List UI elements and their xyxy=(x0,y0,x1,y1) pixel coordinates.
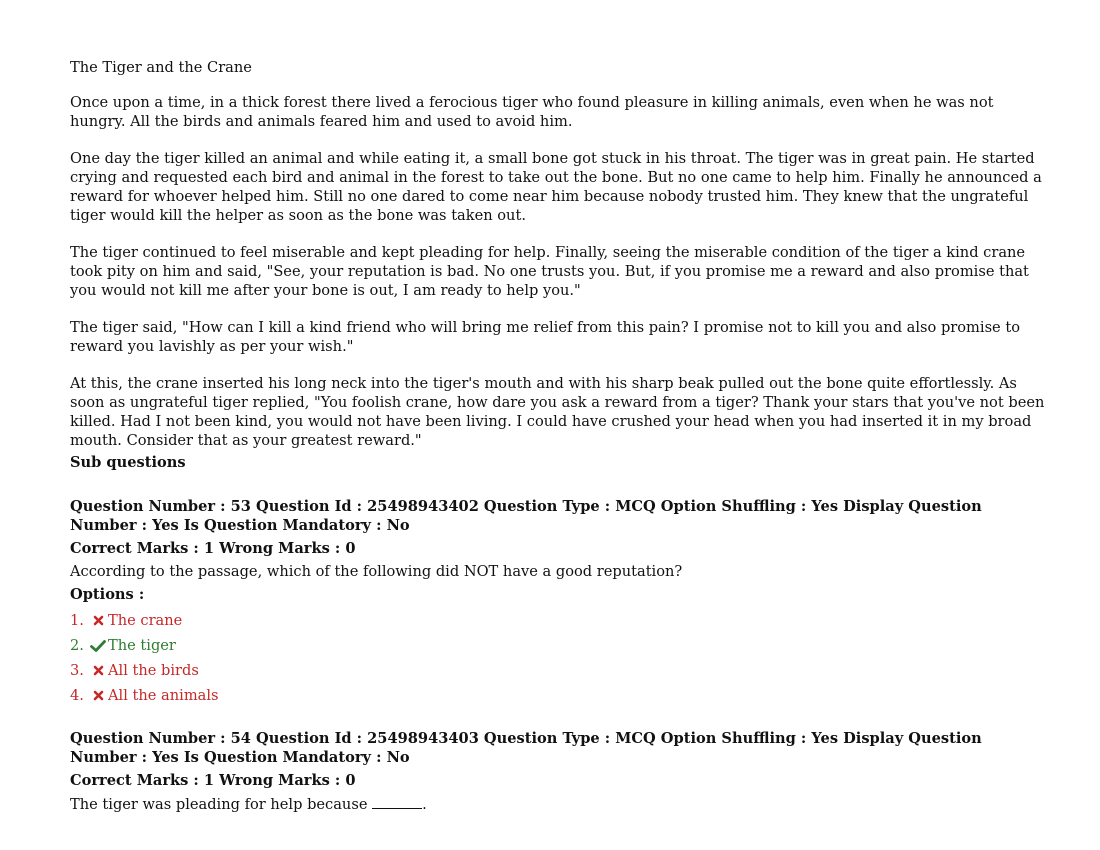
option-number: 2. xyxy=(70,637,84,654)
passage-paragraph-3: The tiger continued to feel miserable and kept pleading for help. Finally, seeing the miserable condition of the tiger a kind crane took pity on him and said, "See, your reputation is bad. No one trusts you. But, if you promise me a reward and also promise that you would not kill me after your bone is out, I am ready to help you." xyxy=(70,244,1029,299)
cross-icon xyxy=(88,665,108,676)
option-3 xyxy=(70,658,1045,683)
options-label: Options : xyxy=(70,586,145,603)
question-header: Question Number : 53 Question Id : 25498943402 Question Type : MCQ Option Shuffling : Yes Display Question Number : Yes Is Question Mandatory : No xyxy=(70,498,982,534)
option-1 xyxy=(70,608,1045,633)
cross-icon xyxy=(88,615,108,626)
question-text xyxy=(70,794,1045,814)
answer-blank xyxy=(372,794,422,809)
question-header: Question Number : 54 Question Id : 25498943403 Question Type : MCQ Option Shuffling : Yes Display Question Number : Yes Is Question Mandatory : No xyxy=(70,730,982,766)
passage-paragraph-5: At this, the crane inserted his long neck into the tiger's mouth and with his sharp beak pulled out the bone quite effortlessly. As soon as ungrateful tiger replied, "You foolish crane, how dare you ask a reward from a tiger? Thank your stars that you've not been killed. Had I not been kind, you would not have been living. I could have crushed your head when you had inserted it in my broad mouth. Consider that as your greatest reward." xyxy=(70,375,1045,449)
cross-icon xyxy=(88,690,108,701)
question-54 xyxy=(70,729,1045,814)
question-text-body: The tiger was pleading for help because xyxy=(70,796,368,813)
passage-paragraph-2: One day the tiger killed an animal and while eating it, a small bone got stuck in his throat. The tiger was in great pain. He started crying and requested each bird and animal in the forest to take out the bone. But no one came to help him. Finally he announced a reward for whoever helped him. Still no one dared to come near him because nobody trusted him. They knew that the ungrateful tiger would kill the helper as soon as the bone was taken out. xyxy=(70,150,1042,224)
passage-title: The Tiger and the Crane xyxy=(70,59,252,76)
passage-paragraph-1: Once upon a time, in a thick forest there lived a ferocious tiger who found pleasure in killing animals, even when he was not hungry. All the birds and animals feared him and used to avoid him. xyxy=(70,94,994,130)
option-text: All the birds xyxy=(108,662,199,679)
question-text: According to the passage, which of the following did NOT have a good reputation? xyxy=(70,563,683,580)
question-53 xyxy=(70,497,1045,708)
option-4 xyxy=(70,683,1045,708)
option-text: The crane xyxy=(108,612,183,629)
check-icon xyxy=(88,640,108,652)
passage-paragraph-4: The tiger said, "How can I kill a kind friend who will bring me relief from this pain? I promise not to kill you and also promise to reward you lavishly as per your wish." xyxy=(70,319,1020,355)
document-page xyxy=(70,58,1045,818)
question-marks: Correct Marks : 1 Wrong Marks : 0 xyxy=(70,540,356,557)
option-number: 1. xyxy=(70,612,84,629)
option-number: 3. xyxy=(70,662,84,679)
option-number: 4. xyxy=(70,687,84,704)
option-text: The tiger xyxy=(108,637,176,654)
sub-questions-heading: Sub questions xyxy=(70,454,186,471)
option-2 xyxy=(70,633,1045,658)
question-marks: Correct Marks : 1 Wrong Marks : 0 xyxy=(70,772,356,789)
option-text: All the animals xyxy=(108,687,219,704)
question-text-suffix: . xyxy=(422,796,427,813)
